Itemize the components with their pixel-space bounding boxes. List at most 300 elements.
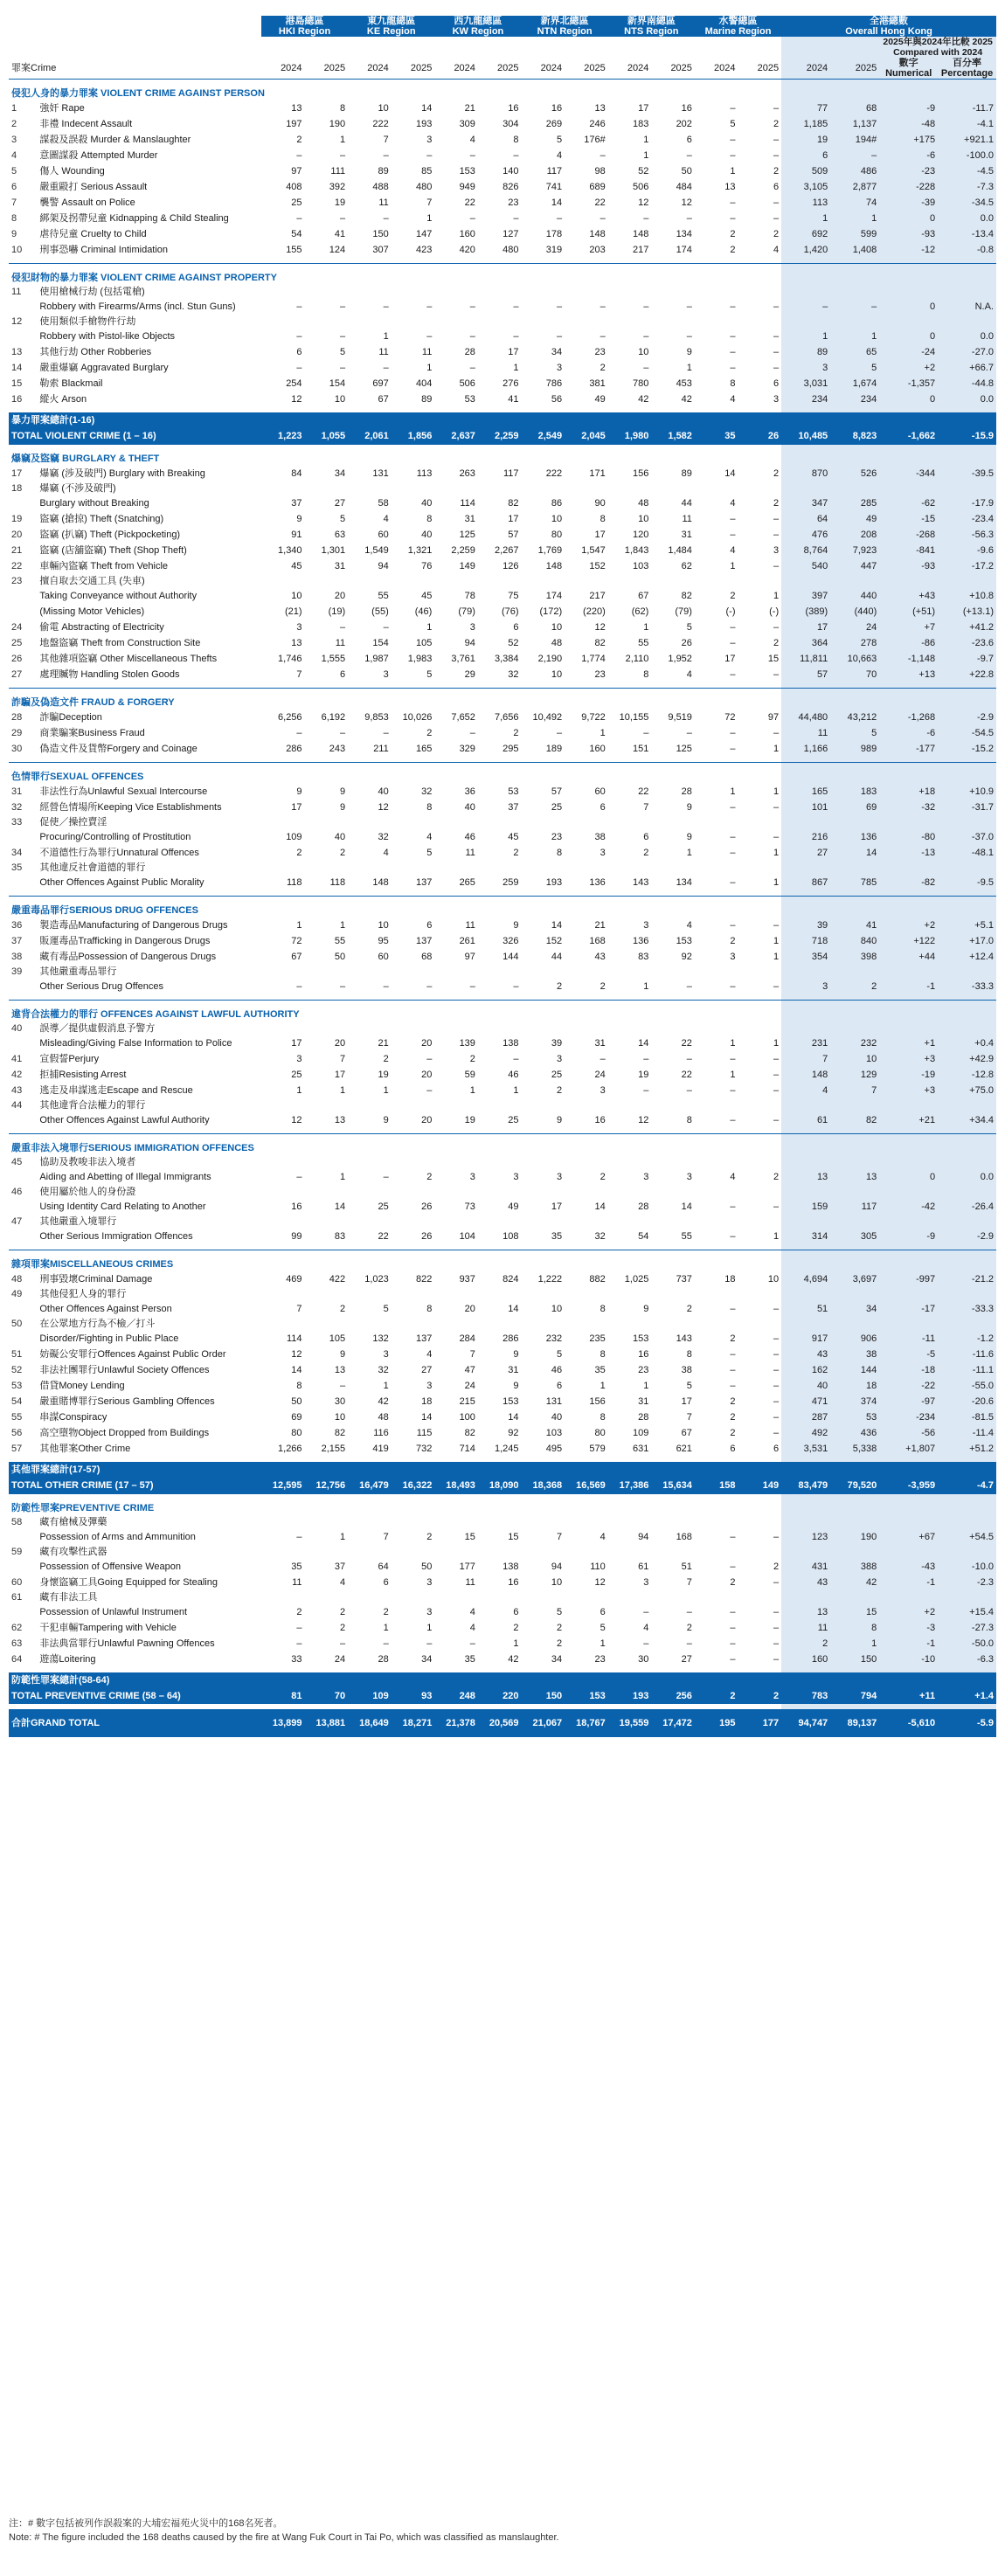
category-header [9,1494,996,1516]
value-cell: 3 [557,363,563,373]
value-cell: – [730,530,736,540]
value-cell: 3 [426,1577,433,1588]
value-cell: 49 [830,511,879,527]
value-cell: 1 [426,213,433,224]
value-cell: 46 [464,832,475,842]
value-cell: 194# [830,132,879,148]
value-cell: 50 [681,166,692,177]
value-cell: 488 [372,182,389,192]
value-cell: – [340,1638,346,1649]
value-cell: 190 [830,1529,879,1545]
value-cell: 347 [781,495,830,511]
crime-label: Other Serious Immigration Offences [39,1231,193,1242]
total-value-cell: 783 [781,1688,830,1704]
total-value-cell: 2,061 [348,428,392,445]
value-cell: 95 [378,936,389,946]
value-cell: 94 [378,561,389,571]
value-cell: -80 [879,829,938,845]
footnote-zh: 注：# 數字包括被列作誤殺案的大埔宏福苑火災中的168名死者。 [9,2518,283,2529]
value-cell: 222 [545,468,563,479]
total-value-cell: +11 [879,1688,938,1704]
crime-label: 遊蕩Loitering [39,1654,96,1665]
crime-label: Possession of Unlawful Instrument [39,1607,188,1617]
value-cell: 785 [830,875,879,890]
value-cell: 62 [681,561,692,571]
value-cell: 13 [291,103,302,114]
value-cell: 148 [632,229,649,239]
value-cell: -62 [879,495,938,511]
total-row [9,1688,996,1704]
table-row [9,511,996,527]
total-label-zh: 防範性罪案總計(58-64) [9,1672,261,1688]
value-cell: -32 [879,800,938,815]
value-cell: 1,321 [407,545,433,556]
category-label: 違背合法權力的罪行 OFFENCES AGAINST LAWFUL AUTHORITY [9,1001,781,1022]
value-cell: 85 [421,166,433,177]
value-cell: 76 [421,561,433,571]
value-cell: 98 [594,166,606,177]
value-cell: 9,853 [364,712,389,723]
table-row [9,226,996,242]
value-cell: 4 [686,920,692,931]
value-cell: -93 [879,558,938,574]
value-cell: 40 [334,832,346,842]
value-cell: 39 [551,1038,563,1049]
value-cell: 80 [594,1428,606,1438]
crime-label: 爆竊 (不涉及破門) [39,483,116,494]
grand-total-value-cell: 177 [738,1709,782,1737]
value-cell: 137 [415,936,433,946]
value-cell: 0.0 [938,211,996,226]
value-cell: – [730,981,736,992]
value-cell: 440 [830,588,879,604]
value-cell: 215 [459,1396,475,1407]
value-cell: 37 [291,498,302,509]
value-cell: 13 [781,1169,830,1185]
value-cell: 178 [545,229,563,239]
value-cell: 25 [551,1070,563,1080]
value-cell: 11 [421,347,433,357]
value-cell: -11.4 [938,1425,996,1441]
value-cell: – [830,299,879,315]
value-cell: – [340,363,346,373]
crime-label: 借貸Money Lending [39,1381,125,1391]
table-row [9,285,996,299]
value-cell: 234 [781,391,830,407]
value-cell: 10 [551,1304,563,1314]
value-cell: 882 [589,1274,606,1285]
value-cell: 2 [730,1428,736,1438]
value-cell: 14 [724,468,736,479]
value-cell: 31 [638,1396,649,1407]
value-cell: 153 [676,936,692,946]
value-cell: 2 [730,1333,736,1344]
value-cell: – [773,669,780,680]
value-cell: 114 [460,498,475,509]
table-row [9,1067,996,1083]
value-cell: 31 [681,530,692,540]
value-cell: 16 [594,1115,606,1125]
value-cell: 4 [469,1623,475,1633]
value-cell: 16 [681,103,692,114]
value-cell: – [773,1623,780,1633]
value-cell: – [730,1623,736,1633]
value-cell: +2 [879,918,938,933]
crime-label: Misleading/Giving False Information to Police [39,1038,232,1049]
value-cell: 398 [830,949,879,965]
value-cell: 138 [502,1562,519,1572]
grand-total-value-cell: 18,767 [565,1709,608,1737]
crime-number: 30 [11,744,23,754]
value-cell: – [730,622,736,633]
crime-number [9,875,37,890]
value-cell: 25 [508,1115,519,1125]
value-cell: 117 [546,166,563,177]
year-2025: 2025 [410,63,433,73]
value-cell: – [730,103,736,114]
value-cell: -20.6 [938,1394,996,1409]
value-cell: 9,722 [581,712,606,723]
value-cell: 1 [340,1532,346,1542]
crime-label: 使用槍械行劫 (包括電槍) [39,287,145,297]
crime-label: 處理贓物 Handling Stolen Goods [39,669,180,680]
value-cell: -56.3 [938,527,996,543]
value-cell: 1 [830,211,879,226]
value-cell: +3 [879,1083,938,1098]
value-cell: 6,192 [321,712,346,723]
value-cell: 211 [373,744,389,754]
year-2024: 2024 [540,63,563,73]
value-cell: 480 [502,245,519,255]
value-cell: 278 [830,635,879,651]
value-cell: 190 [329,119,346,129]
value-cell: 1 [600,1638,606,1649]
value-cell: – [296,363,302,373]
value-cell: 111 [330,166,346,177]
crime-label: 意圖謀殺 Attempted Murder [39,150,158,161]
value-cell: 15 [830,1604,879,1620]
value-cell: – [730,1532,736,1542]
total-value-cell: 12,756 [305,1478,349,1494]
value-cell: 4 [773,245,780,255]
value-cell: 285 [830,495,879,511]
value-cell: -15.2 [938,741,996,757]
crime-label: 勒索 Blackmail [39,378,103,389]
value-cell: 4 [426,832,433,842]
value-cell: – [686,213,692,224]
value-cell: 392 [329,182,346,192]
value-cell: – [557,331,563,342]
value-cell: 9 [686,802,692,813]
value-cell: 148 [781,1067,830,1083]
value-cell: 3 [426,1381,433,1391]
value-cell: 1 [340,920,346,931]
total-value-cell: 149 [738,1478,782,1494]
value-cell: +51.2 [938,1441,996,1457]
table-row [9,918,996,933]
value-cell: +921.1 [938,132,996,148]
value-cell: 222 [372,119,389,129]
value-cell: 254 [286,378,302,389]
category-label: 嚴重非法入境罪行SERIOUS IMMIGRATION OFFENCES [9,1134,781,1156]
value-cell: +175 [879,132,938,148]
value-cell: 116 [373,1428,389,1438]
value-cell: 177 [459,1562,475,1572]
value-cell: 61 [638,1562,649,1572]
value-cell: 1 [773,591,780,601]
value-cell: 13 [334,1365,346,1375]
value-cell: – [773,1201,780,1212]
crime-number [9,1529,37,1545]
value-cell: – [730,802,736,813]
crime-number: 8 [11,213,17,224]
value-cell: 11 [465,920,475,931]
value-cell: N.A. [938,299,996,315]
value-cell: – [773,514,780,524]
value-cell: 165 [781,784,830,800]
value-cell: 3 [557,1054,563,1064]
value-cell: 19 [378,1070,389,1080]
value-cell: 23 [638,1365,649,1375]
value-cell: 17 [291,802,302,813]
value-cell: 19 [334,197,346,208]
table-row [9,163,996,179]
value-cell: 48 [378,1412,389,1423]
table-row [9,1229,996,1244]
value-cell: 9 [686,347,692,357]
total-value-cell: 1,223 [261,428,305,445]
value-cell: 148 [545,561,563,571]
value-cell: 82 [464,1428,475,1438]
value-cell: 1,987 [364,654,389,664]
year-2024: 2024 [627,63,649,73]
crime-label: 其他雜項盜竊 Other Miscellaneous Thefts [39,654,218,664]
value-cell: 10,663 [830,651,879,667]
value-cell: -34.5 [938,195,996,211]
value-cell: 2 [781,1636,830,1652]
crime-number: 1 [11,103,17,114]
value-cell: – [557,728,563,738]
value-cell: 906 [830,1331,879,1347]
total-value-cell: 17,386 [608,1478,652,1494]
value-cell: 2 [773,498,780,509]
value-cell: 11 [378,347,389,357]
value-cell: (46) [414,606,433,617]
value-cell: 42 [638,394,649,405]
value-cell: 388 [830,1559,879,1575]
total-row [9,1672,996,1688]
value-cell: 1,746 [278,654,302,664]
value-cell: 75 [508,591,519,601]
total-value-cell: 12,595 [261,1478,305,1494]
value-cell: +15.4 [938,1604,996,1620]
value-cell: – [773,1381,780,1391]
value-cell: 58 [378,498,389,509]
value-cell: 149 [459,561,475,571]
value-cell: 235 [589,1333,606,1344]
value-cell: 259 [502,877,519,888]
value-cell: 27 [681,1654,692,1665]
value-cell: +1,807 [879,1441,938,1457]
value-cell: 17 [724,654,736,664]
value-cell: -10 [879,1652,938,1667]
region-header-ke: 東九龍總區 KE Region [348,16,434,37]
value-cell: 2 [557,1638,563,1649]
value-cell: 9 [686,832,692,842]
value-cell: 13 [334,1115,346,1125]
value-cell: 476 [781,527,830,543]
value-cell: 3 [513,1172,519,1182]
value-cell: 2 [340,848,346,858]
value-cell: 64 [781,511,830,527]
value-cell: 7 [426,197,433,208]
value-cell: 10 [378,103,389,114]
table-row [9,1362,996,1378]
table-row [9,979,996,994]
crime-label: 藏有槍械及彈藥 [39,1517,107,1527]
value-cell: 284 [459,1333,475,1344]
value-cell: -23.6 [938,635,996,651]
value-cell: 6 [383,1577,389,1588]
value-cell: 174 [676,245,692,255]
value-cell: 9 [383,1115,389,1125]
value-cell: 16 [508,103,519,114]
value-cell: 124 [329,245,346,255]
crime-number: 4 [11,150,17,161]
value-cell: 1 [469,1085,475,1096]
value-cell: 10,026 [402,712,433,723]
value-cell: 263 [459,468,475,479]
crime-number: 48 [11,1274,23,1285]
value-cell: 129 [830,1067,879,1083]
value-cell: 160 [781,1652,830,1667]
table-row [9,376,996,391]
value-cell: 7 [340,1054,346,1064]
crime-label: 其他嚴重入境罪行 [39,1216,117,1227]
table-row [9,1604,996,1620]
value-cell: -39.5 [938,466,996,481]
value-cell: 17 [594,530,606,540]
value-cell: 28 [378,1654,389,1665]
value-cell: 232 [545,1333,563,1344]
value-cell: 484 [676,182,692,192]
value-cell: 718 [781,933,830,949]
crime-label: Disorder/Fighting in Public Place [39,1333,179,1344]
value-cell: 1,547 [581,545,606,556]
value-cell: – [730,638,736,648]
value-cell: 10 [830,1051,879,1067]
value-cell: 12 [291,1115,302,1125]
value-cell: 6 [513,1607,519,1617]
total-value-cell: 26 [738,428,782,445]
category-header [9,1001,996,1022]
value-cell: 45 [508,832,519,842]
value-cell: 24 [334,1654,346,1665]
value-cell: 8 [426,1304,433,1314]
value-cell: +3 [879,1051,938,1067]
crime-number: 41 [11,1054,23,1064]
value-cell: – [730,1115,736,1125]
value-cell: 4 [686,669,692,680]
value-cell: +22.8 [938,667,996,682]
table-row [9,1652,996,1667]
value-cell: – [383,150,389,161]
value-cell: 217 [589,591,606,601]
value-cell: – [340,728,346,738]
value-cell: 2 [686,1623,692,1633]
value-cell: 94 [464,638,475,648]
value-cell: 1 [383,1381,389,1391]
value-cell: 14 [681,1201,692,1212]
value-cell: -9.7 [938,651,996,667]
crime-label: 使用屬於他人的身份證 [39,1187,136,1197]
value-cell: – [296,728,302,738]
table-row [9,344,996,360]
value-cell: – [296,331,302,342]
crime-label: Robbery with Pistol-like Objects [39,331,176,342]
value-cell: -26.4 [938,1199,996,1215]
value-cell: 5 [600,1623,606,1633]
numerical-header: 數字 Numerical [879,58,938,80]
value-cell: 234 [830,391,879,407]
value-cell: 7 [383,1532,389,1542]
value-cell: 1 [781,329,830,344]
crime-label: 擅自取去交通工具 (失車) [39,576,145,586]
value-cell: 2 [296,1607,302,1617]
value-cell: 9 [296,514,302,524]
value-cell: 165 [415,744,433,754]
crime-label: Procuring/Controlling of Prostitution [39,832,191,842]
value-cell: – [730,1349,736,1360]
grand-total-value-cell: 18,649 [348,1709,392,1737]
category-label: 侵犯人身的暴力罪案 VIOLENT CRIME AGAINST PERSON [9,80,781,101]
crime-label: 盜竊 (搶掠) Theft (Snatching) [39,514,164,524]
value-cell: 1 [340,1172,346,1182]
crime-number [9,829,37,845]
value-cell: 140 [502,166,519,177]
crime-number: 32 [11,802,23,813]
value-cell: – [469,213,475,224]
table-row [9,116,996,132]
value-cell: 2 [730,1577,736,1588]
crime-label: 使用類似手槍物件行劫 [39,316,136,327]
value-cell: 8 [600,1304,606,1314]
value-cell: 37 [508,802,519,813]
crime-number [9,1035,37,1051]
value-cell: 2 [426,1172,433,1182]
value-cell: 51 [781,1301,830,1317]
crime-label: 虐待兒童 Cruelty to Child [39,229,147,239]
table-row [9,211,996,226]
crime-number: 23 [11,576,23,586]
total-label-en: TOTAL OTHER CRIME (17 – 57) [9,1478,261,1494]
table-row [9,845,996,861]
value-cell: -9 [879,1229,938,1244]
value-cell: -13.4 [938,226,996,242]
value-cell: -56 [879,1425,938,1441]
value-cell: 42 [378,1396,389,1407]
value-cell: 5 [557,1607,563,1617]
crime-number: 10 [11,245,23,255]
value-cell: 14 [421,1412,433,1423]
value-cell: – [296,981,302,992]
value-cell: +21 [879,1112,938,1128]
table-row [9,1347,996,1362]
value-cell: 304 [502,119,519,129]
crime-label: 刑事毀壞Criminal Damage [39,1274,153,1285]
value-cell: 2 [557,1623,563,1633]
value-cell: 131 [545,1396,563,1407]
